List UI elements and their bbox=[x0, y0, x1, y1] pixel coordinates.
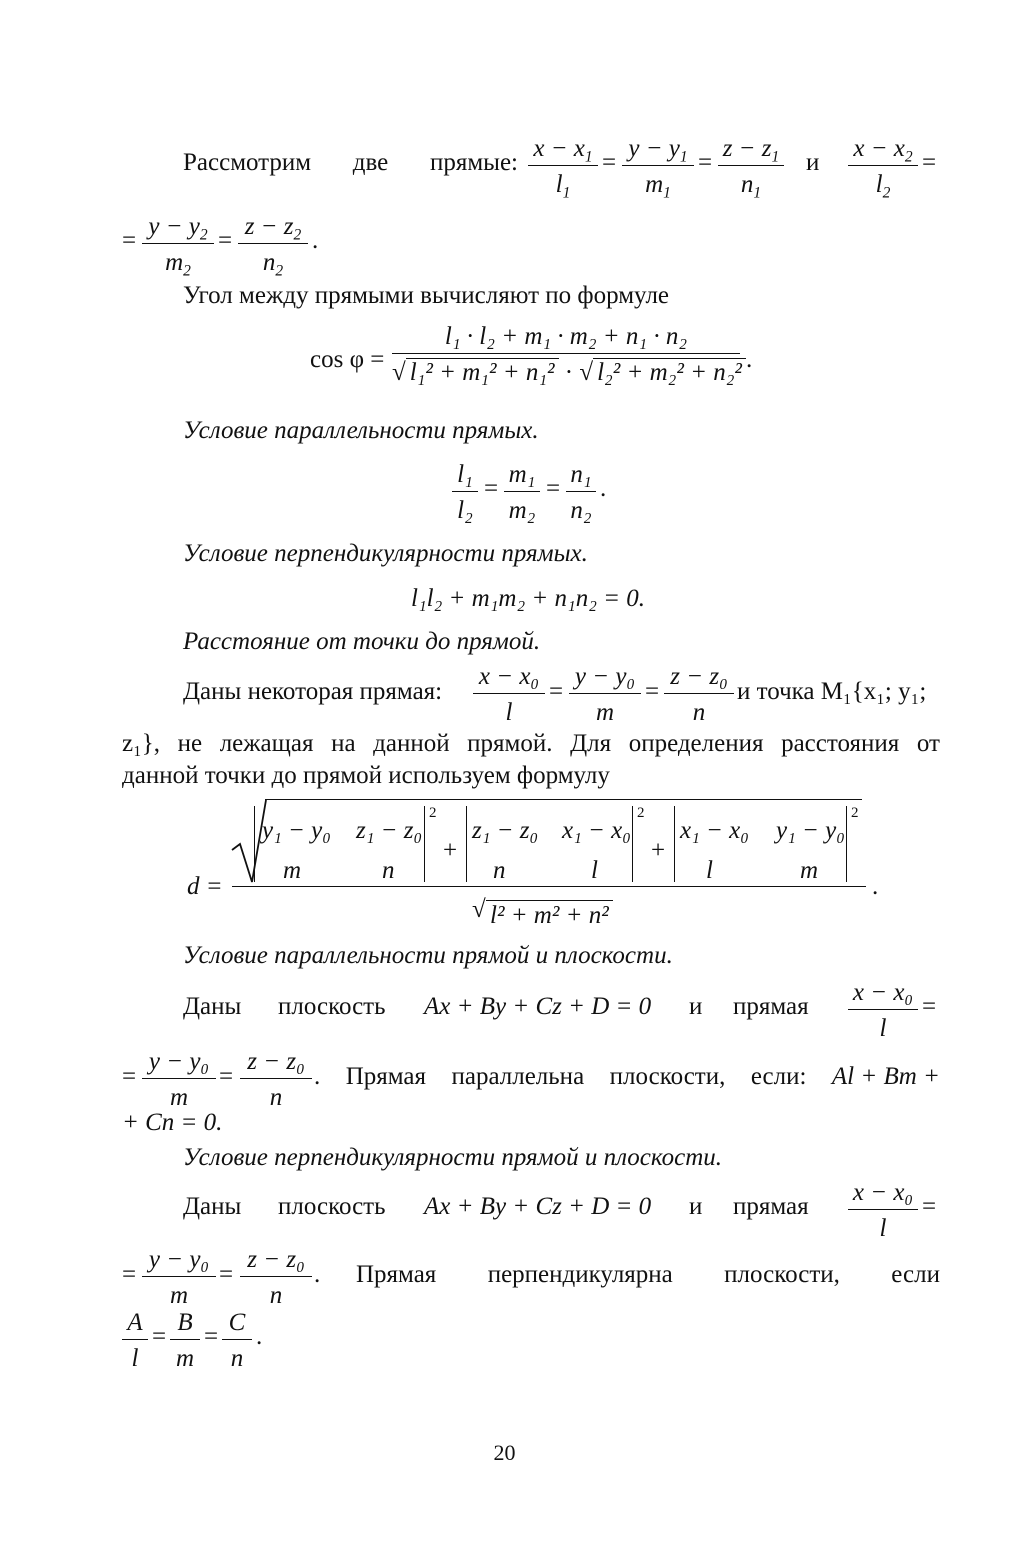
distance-line3: данной точки до прямой используем формулу bbox=[122, 762, 610, 789]
intro-words bbox=[183, 150, 518, 175]
pq-y-fraction: y − y₀ m bbox=[142, 1247, 216, 1308]
perp-plane-heading: Условие перпендикулярности прямой и плоскости. bbox=[183, 1144, 723, 1171]
pq-A-fraction: A l bbox=[122, 1310, 148, 1371]
pq-x-fraction: x − x₀ l bbox=[848, 1180, 918, 1241]
line2-y-fraction: $y - y_2$ $m_2$ bbox=[142, 214, 214, 275]
pq-C-fraction: C n bbox=[222, 1310, 252, 1371]
pp-x-fraction: x − x₀ l bbox=[848, 980, 918, 1041]
d-fraction-bar bbox=[232, 886, 866, 887]
point-text: и точка M₁{x₁; y₁; bbox=[737, 678, 927, 705]
intro-word: две bbox=[352, 149, 389, 176]
cos-den-right: l₂² + m₂² + n₂² bbox=[593, 358, 746, 386]
pq-tail: Прямая перпендикулярна плоскости, если bbox=[356, 1261, 940, 1288]
d-denominator: l² + m² + n² bbox=[486, 900, 613, 928]
dist-z-fraction: z − z₀ n bbox=[664, 664, 734, 725]
page-number: 20 bbox=[493, 1440, 516, 1465]
pp-tail: . Прямая параллельна плоскости, если: Al + Bm + bbox=[314, 1063, 940, 1090]
d-lhs: d = bbox=[187, 873, 223, 900]
pq-B-fraction: B m bbox=[170, 1310, 200, 1371]
line2-x-fraction: $x - x_2$ $l_2$ bbox=[848, 136, 918, 197]
line1-x-fraction: $x - x_1$ $l_1$ bbox=[528, 136, 598, 197]
cos-numerator: l₁ · l₂ + m₁ · m₂ + n₁ · n₂ bbox=[444, 323, 688, 350]
par-n-fraction: n₁ n₂ bbox=[566, 462, 596, 523]
parallel-plane-heading: Условие параллельности прямой и плоскости. bbox=[183, 942, 673, 969]
perp-lines-formula: l₁l₂ + m₁m₂ + n₁n₂ = 0. bbox=[411, 585, 646, 612]
pp-y-fraction: y − y₀ m bbox=[142, 1049, 216, 1110]
cos-lhs: cos φ = bbox=[310, 346, 385, 373]
cos-den-left: l₁² + m₁² + n₁² bbox=[406, 358, 559, 386]
cos-fraction: l₁ · l₂ + m₁ · m₂ + n₁ · n₂ √ l₁² + m₁² + n₁² · √ l₂² + m₂² + n₂² bbox=[392, 324, 740, 385]
pp-last-line: + Cn = 0. bbox=[122, 1109, 223, 1136]
distance-line2: z₁}, не лежащая на данной прямой. Для определения расстояния от bbox=[122, 730, 940, 757]
distance-heading: Расстояние от точки до прямой. bbox=[183, 628, 541, 655]
perp-lines-heading: Условие перпендикулярности прямых. bbox=[183, 540, 588, 567]
and-word: и bbox=[806, 149, 820, 176]
pp-z-fraction: z − z₀ n bbox=[240, 1049, 312, 1110]
intro-word: прямые: bbox=[429, 149, 518, 176]
dist-y-fraction: y − y₀ m bbox=[569, 664, 641, 725]
distance-sentence-start: Даны некоторая прямая: bbox=[183, 678, 443, 705]
line2-z-fraction: $z - z_2$ $n_2$ bbox=[238, 214, 308, 275]
line1-y-fraction: $y - y_1$ $m_1$ bbox=[622, 136, 694, 197]
intro-word: Рассмотрим bbox=[183, 149, 312, 176]
par-m-fraction: m₁ m₂ bbox=[504, 462, 540, 523]
angle-sentence: Угол между прямыми вычисляют по формуле bbox=[183, 282, 670, 309]
dist-x-fraction: x − x₀ l bbox=[473, 664, 545, 725]
par-l-fraction: l₁ l₂ bbox=[452, 462, 478, 523]
line1-z-fraction: $z - z_1$ $n_1$ bbox=[718, 136, 784, 197]
pq-z-fraction: z − z₀ n bbox=[240, 1247, 312, 1308]
parallel-lines-heading: Условие параллельности прямых. bbox=[183, 417, 539, 444]
